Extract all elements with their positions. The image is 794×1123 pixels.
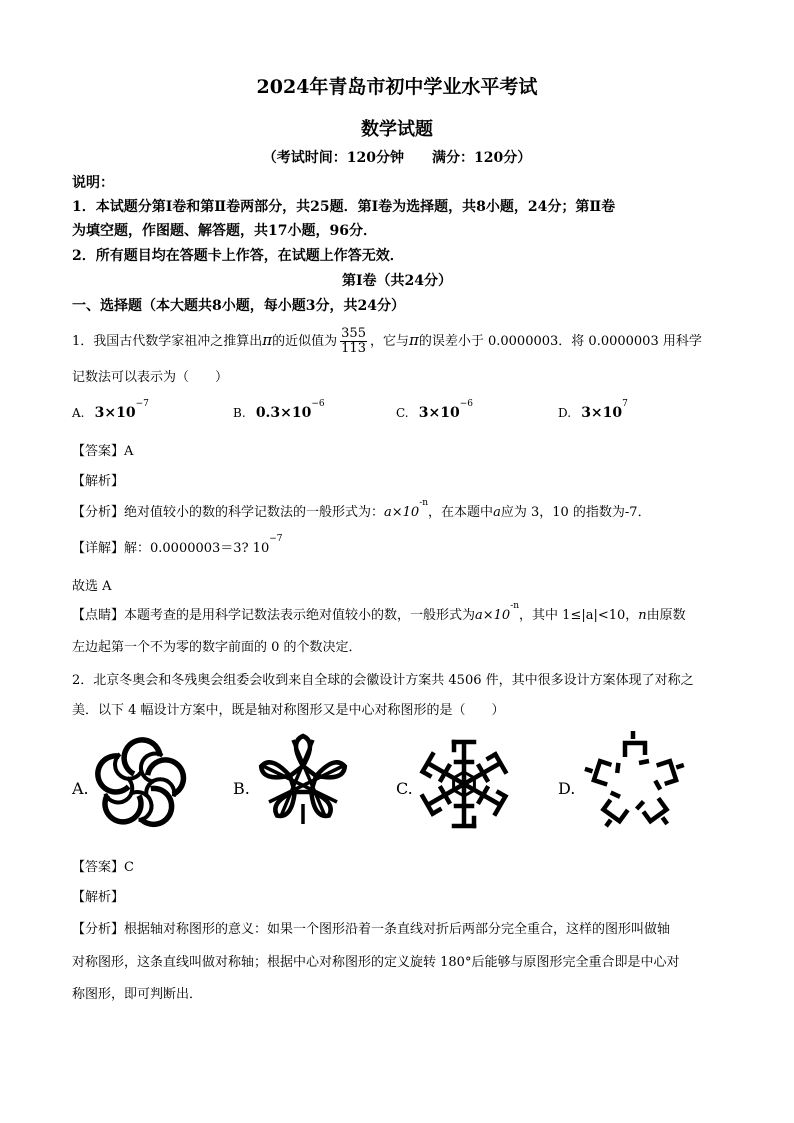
q2-option-d-label[interactable]: D. [558, 779, 576, 798]
snowflake-icon[interactable] [414, 734, 514, 834]
instruction-item-2: 2．所有题目均在答题卡上作答，在试题上作答无效． [72, 248, 404, 264]
star-flower-icon[interactable] [255, 730, 351, 830]
fraction-355-113: $\frac{355}{113}$ [341, 326, 366, 356]
q2-analysis-label: 【解析】 [72, 890, 125, 905]
q1-fenxi: 【分析】绝对值较小的数的科学记数法的一般形式为：$a\times 10^{-n}$，在本题中a应为 3，10 的指数为-7． [72, 498, 651, 520]
q1-analysis-label: 【解析】 [72, 474, 125, 489]
q2-answer: 【答案】C [72, 860, 134, 875]
q2-fenxi-line-3: 称图形，即可判断出． [72, 987, 203, 1002]
q1-choose: 故选 A [72, 579, 112, 594]
question-2-line-2: 美．以下 4 幅设计方案中，既是轴对称图形又是中心对称图形的是（ ） [72, 703, 505, 718]
exam-subtitle: 数学试题 [361, 119, 433, 140]
instruction-item-1-line-1: 1．本试题分第Ⅰ卷和第Ⅱ卷两部分，共25题．第Ⅰ卷为选择题，共8小题，24分；第Ⅱ卷 [72, 199, 616, 215]
square-brackets-icon[interactable] [583, 730, 687, 836]
q1-answer: 【答案】A [72, 444, 134, 459]
section-heading: 一、选择题（本大题共8小题，每小题3分，共24分） [72, 298, 405, 314]
q1-dianjing-line-2: 左边起第一个不为零的数字前面的 0 的个数决定． [72, 640, 362, 655]
q2-option-b-label[interactable]: B. [233, 779, 250, 798]
instruction-item-1-line-2: 为填空题，作图题、解答题，共17小题，96分． [72, 223, 377, 239]
q2-fenxi-line-1: 【分析】根据轴对称图形的意义：如果一个图形沿着一条直线对折后两部分完全重合，这样的图形叫做轴 [72, 922, 671, 937]
instructions-heading: 说明： [72, 175, 114, 191]
section-title: 第Ⅰ卷（共24分） [341, 273, 453, 289]
q2-option-a-label[interactable]: A. [72, 779, 89, 798]
exam-title: 2024年青岛市初中学业水平考试 [256, 76, 538, 98]
chain-rings-icon[interactable] [92, 736, 188, 832]
q1-option-d[interactable]: D. $3\times 10^7$ [558, 399, 628, 421]
q2-option-c-label[interactable]: C. [396, 779, 413, 798]
q1-option-b[interactable]: B. $0.3\times 10^{-6}$ [233, 399, 325, 421]
question-1-line-1: 1．我国古代数学家祖冲之推算出π的近似值为 $\frac{355}{113}$ ，它与π的误差小于 0.0000003．将 0.0000003 用科学 [72, 326, 702, 356]
q1-option-a[interactable]: A. $3\times 10^{-7}$ [72, 399, 149, 421]
q1-detail: 【详解】解：0.0000003＝3? $10^{-7}$ [72, 534, 283, 556]
question-1-line-2: 记数法可以表示为（ ） [72, 370, 229, 385]
q1-dianjing-line-1: 【点睛】本题考查的是用科学记数法表示绝对值较小的数，一般形式为$a\times 10^{-n}$，其中 1≤|a|<10，n由原数 [72, 601, 686, 623]
exam-info: （考试时间：120分钟 满分：120分） [262, 150, 532, 166]
q2-fenxi-line-2: 对称图形，这条直线叫做对称轴；根据中心对称图形的定义旋转 180°后能够与原图形完全重合即是中心对 [72, 955, 680, 970]
question-2-line-1: 2．北京冬奥会和冬残奥会组委会收到来自全球的会徽设计方案共 4506 件，其中很多设计方案体现了对称之 [72, 673, 694, 688]
q1-option-c[interactable]: C. $3\times 10^{-6}$ [396, 399, 473, 421]
